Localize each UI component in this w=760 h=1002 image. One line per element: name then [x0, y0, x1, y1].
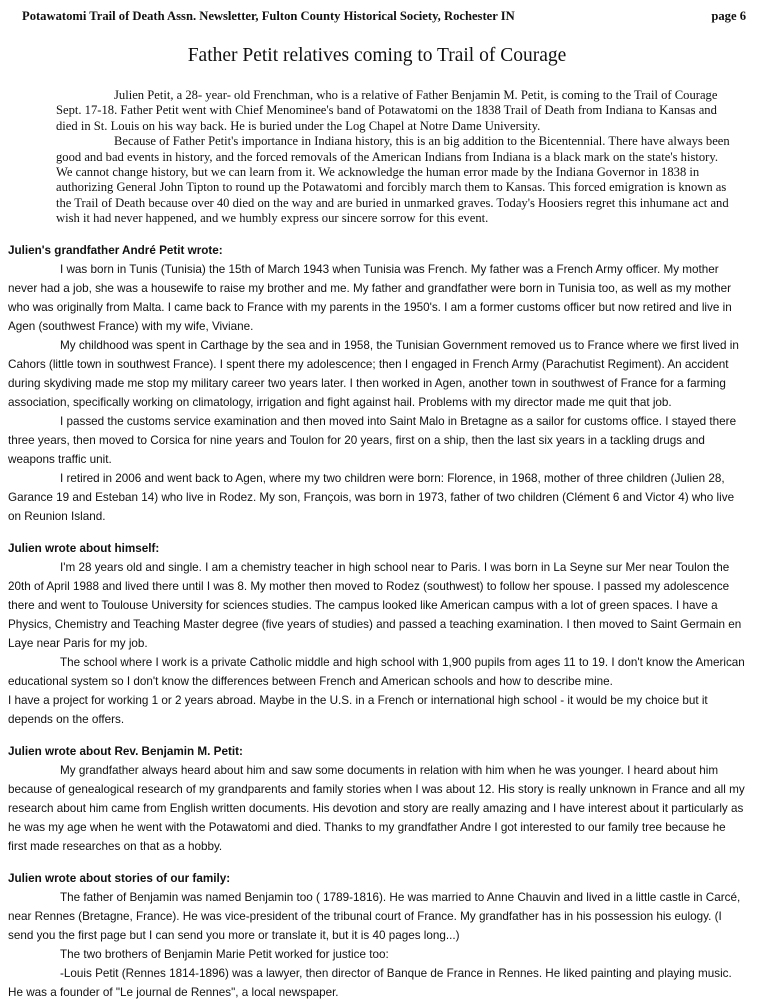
section-andre-petit — [8, 241, 746, 526]
section-paragraph: I retired in 2006 and went back to Agen, where my two children were born: Florence, in 1968, mother of three children (Julien 28, Garance 19 and Esteban 14) who live in Rodez. My son, François, was born in 1973, father of two children (Clément 6 and Victor 4) who live on Reunion Island. — [8, 471, 735, 523]
section-paragraph: My grandfather always heard about him and saw some documents in relation with him when he was younger. I heard about him because of genealogical research of my grandparents and family stories when I was about 12. His story is really unknown in France and all my research about him came from English written documents. His devotion and story are really amazing and I have interest about it particularly as he was my age when he went with the Potawatomi and died. Thanks to my grandfather Andre I got interested to our family tree because he first made researches on that as a hobby. — [8, 763, 745, 853]
section-paragraph: The two brothers of Benjamin Marie Petit worked for justice too: — [60, 947, 389, 961]
section-heading: Julien wrote about himself: — [8, 541, 160, 555]
page-header — [22, 8, 746, 24]
section-paragraph: I have a project for working 1 or 2 years abroad. Maybe in the U.S. in a French or international high school - it would be my choice but it depends on the offers. — [8, 693, 708, 726]
article-title: Father Petit relatives coming to Trail of Courage — [187, 45, 567, 66]
section-heading: Julien wrote about Rev. Benjamin M. Petit: — [8, 744, 243, 758]
section-family-stories — [8, 869, 746, 1002]
section-paragraph: I was born in Tunis (Tunisia) the 15th of March 1943 when Tunisia was French. My father was a French Army officer. My mother never had a job, she was a housewife to raise my brother and me. My father and grandfather were born in Tunisia too, as well as my mother who was originally from Malta. I came back to France with my parents in the 1950's. I am a former customs officer but now retired and live in Agen (southwest France) with my wife, Viviane. — [8, 262, 732, 333]
intro-paragraph: Julien Petit, a 28- year- old Frenchman, who is a relative of Father Benjamin M. Petit, is coming to the Trail of Courage Sept. 17-18. Father Petit went with Chief Menominee's band of Potawatomi on the 1838 Trail of Death from Indiana to Kansas and died in St. Louis on his way back. He is buried under the Log Chapel at Notre Dame University. — [56, 88, 718, 133]
section-paragraph: -Louis Petit (Rennes 1814-1896) was a lawyer, then director of Banque de France in Rennes. He liked painting and playing music. He was a founder of "Le journal de Rennes", a local newspaper. — [8, 966, 732, 999]
section-heading: Julien wrote about stories of our family: — [8, 871, 231, 885]
newsletter-masthead: Potawatomi Trail of Death Assn. Newsletter, Fulton County Historical Society, Rochester IN — [22, 9, 515, 23]
section-paragraph: I passed the customs service examination and then moved into Saint Malo in Bretagne as a sailor for customs office. I stayed there three years, then moved to Corsica for nine years and Toulon for 20 years, first on a ship, then the last six years in a tackling drugs and weapons traffic unit. — [8, 414, 737, 466]
section-paragraph: The father of Benjamin was named Benjamin too ( 1789-1816). He was married to Anne Chauvin and lived in a little castle in Carcé, near Rennes (Bretagne, France). He was vice-president of the tribunal court of France. My grandfather has in his possession his eulogy. (I send you the first page but I can send you more or translate it, but it is 40 pages long...) — [8, 890, 741, 942]
section-paragraph: The school where I work is a private Catholic middle and high school with 1,900 pupils from ages 11 to 19. I don't know the American educational system so I don't know the differences between French and American schools and how to describe mine. — [8, 655, 745, 688]
section-paragraph: I'm 28 years old and single. I am a chemistry teacher in high school near to Paris. I was born in La Seyne sur Mer near Toulon the 20th of April 1988 and lived there until I was 8. My mother then moved to Rodez (southwest) to follow her spouse. I passed my adolescence there and went to Toulouse University for sciences studies. The campus looked like American campus with a lot of green spaces. I have a Physics, Chemistry and Teaching Master degree (five years of studies) and passed a teaching examination. I then moved to Saint Germain en Laye near Paris for my job. — [8, 560, 742, 650]
section-rev-petit — [8, 742, 746, 856]
page-number: page 6 — [711, 9, 746, 23]
article-intro — [56, 88, 736, 227]
section-heading: Julien's grandfather André Petit wrote: — [8, 243, 223, 257]
section-julien-himself — [8, 539, 746, 729]
intro-paragraph: Because of Father Petit's importance in Indiana history, this is an big addition to the Bicentennial. There have always been good and bad events in history, and the forced removals of the American Indians from Indiana is a black mark on the state's history. We cannot change history, but we can learn from it. We acknowledge the human error made by the Indiana Governor in 1838 in authorizing General John Tipton to round up the Potawatomi and forcibly march them to Kansas. This forced emigration is known as the Trail of Death because over 40 died on the way and are buried in unmarked graves. Today's Hoosiers regret this inhumane act and wish it had never happened, and we humbly express our sincere sorrow for this event. — [56, 134, 730, 226]
section-paragraph: My childhood was spent in Carthage by the sea and in 1958, the Tunisian Government removed us to France where we first lived in Cahors (little town in southwest France). I spent there my adolescence; then I engaged in French Army (Parachutist Regiment). An accident during skydiving made me stop my military career two years later. I then worked in Agen, another town in southwest of France for a farming association, specifically working on climatology, irrigation and fight against hail. Problems with my director made me quit that job. — [8, 338, 739, 409]
